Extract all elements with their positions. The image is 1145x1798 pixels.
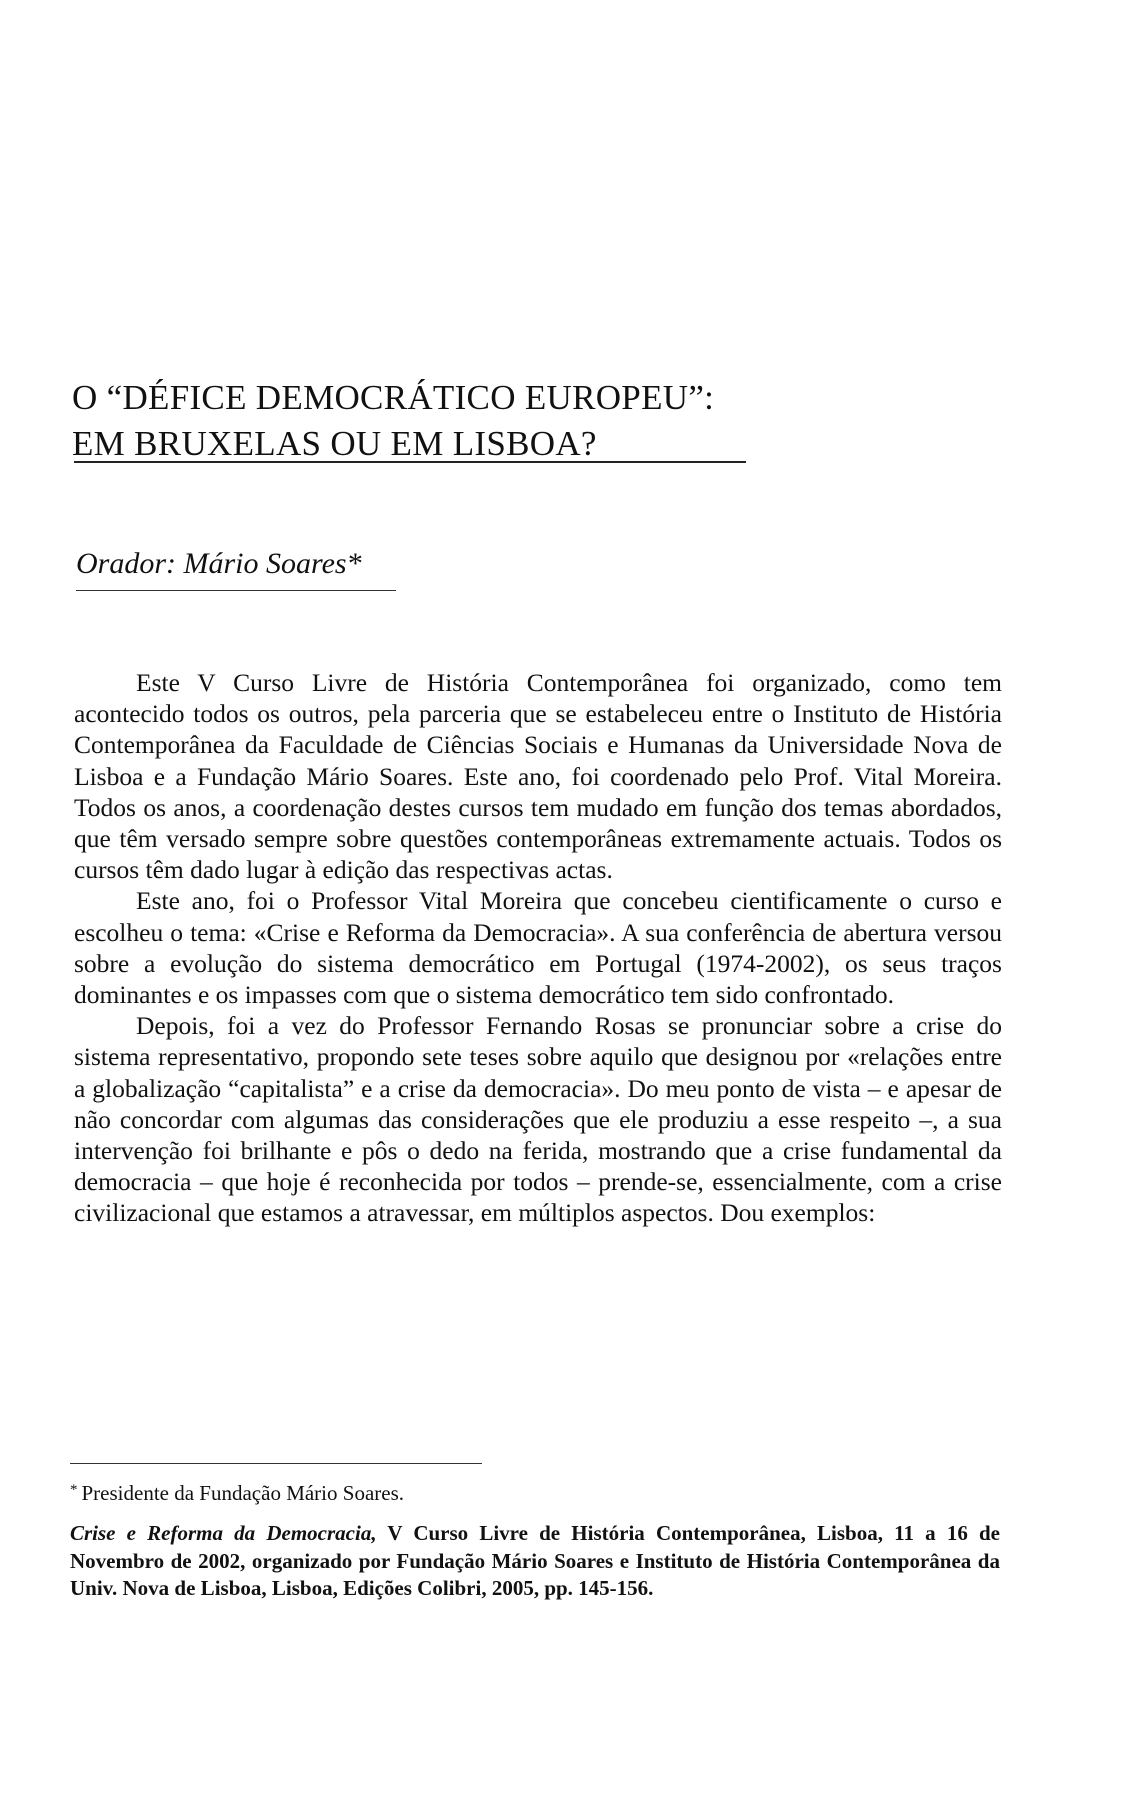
citation-details: V Curso Livre de História Contemporânea, Lisboa, 11 a 16 de Novembro de 2002, organizado por Fundação Mário Soares e Instituto de História Contemporânea da Univ. Nova de Lisboa, Lisboa, Edições Colibri, 2005, pp. 145-156. [70, 1521, 1001, 1600]
title-line-1: O “DÉFICE DEMOCRÁTICO EUROPEU”: [72, 378, 715, 418]
footnote-text: Presidente da Fundação Mário Soares. [81, 1481, 404, 1505]
body-paragraph-1: Este V Curso Livre de História Contemporânea foi organizado, como tem acontecido todos os outros, pela parceria que se estabeleceu entre o Instituto de História Contemporânea da Faculdade de Ciências Sociais e Humanas da Universidade Nova de Lisboa e a Fundação Mário Soares. Este ano, foi coordenado pelo Prof. Vital Moreira. Todos os anos, a coordenação destes cursos tem mudado em função dos temas abordados, que têm versado sempre sobre questões contemporâneas extremamente actuais. Todos os cursos têm dado lugar à edição das respectivas actas. [74, 668, 1002, 885]
speaker-line: Orador: Mário Soares* [76, 547, 362, 580]
title-line-2: EM BRUXELAS OU EM LISBOA? [72, 424, 597, 464]
source-citation [70, 1520, 1000, 1603]
footnote-separator [70, 1463, 482, 1464]
speaker-underline [76, 590, 396, 591]
body-paragraph-2: Este ano, foi o Professor Vital Moreira que concebeu cientificamente o curso e escolheu o tema: «Crise e Reforma da Democracia». A sua conferência de abertura versou sobre a evolução do sistema democrático em Portugal (1974-2002), os seus traços dominantes e os impasses com que o sistema democrático tem sido confrontado. [74, 886, 1002, 1010]
body-paragraph-3: Depois, foi a vez do Professor Fernando Rosas se pronunciar sobre a crise do sistema representativo, propondo sete teses sobre aquilo que designou por «relações entre a globalização “capitalista” e a crise da democracia». Do meu ponto de vista – e apesar de não concordar com algumas das considerações que ele produziu a esse respeito –, a sua intervenção foi brilhante e pôs o dedo na ferida, mostrando que a crise fundamental da democracia – que hoje é reconhecida por todos – prende-se, essencialmente, com a crise civilizacional que estamos a atravessar, em múltiplos aspectos. Dou exemplos: [74, 1011, 1002, 1228]
article-title [72, 375, 972, 467]
article-body [74, 667, 1002, 1229]
footnote [70, 1476, 970, 1507]
footnote-marker: * [70, 1482, 78, 1498]
citation-book-title: Crise e Reforma da Democracia, [70, 1521, 377, 1545]
title-underline [74, 461, 746, 463]
